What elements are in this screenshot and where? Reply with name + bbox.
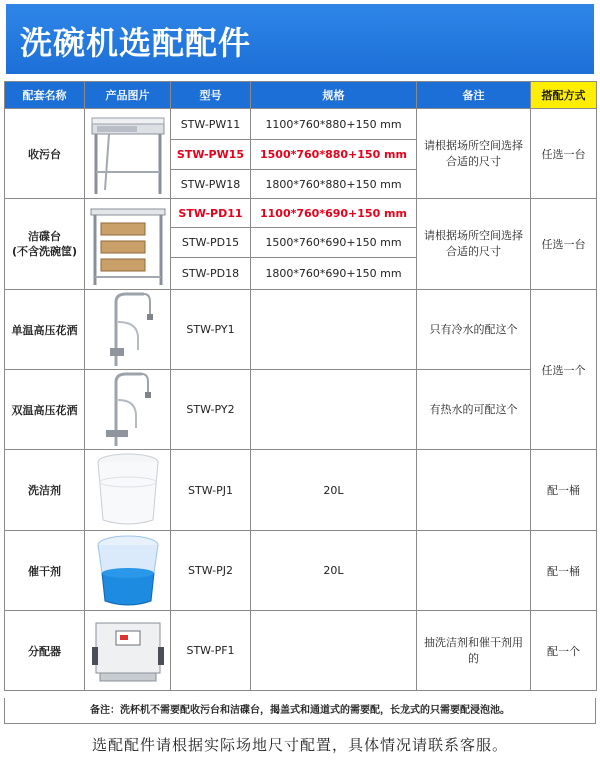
sprayer-match: 任选一个 bbox=[531, 290, 597, 450]
page-title: 洗碗机选配配件 bbox=[20, 24, 252, 62]
table-row bbox=[5, 531, 597, 611]
table-row bbox=[5, 109, 597, 140]
table-row bbox=[5, 450, 597, 531]
header-image: 产品图片 bbox=[85, 82, 171, 109]
dispenser-match: 配一个 bbox=[531, 611, 597, 691]
model-cell: STW-PD18 bbox=[171, 258, 251, 290]
detergent-note bbox=[417, 450, 531, 531]
model-cell: STW-PF1 bbox=[171, 611, 251, 691]
model-cell: STW-PW15 bbox=[171, 140, 251, 170]
sprayer-double-image bbox=[85, 370, 171, 450]
bottom-notice: 选配配件请根据实际场地尺寸配置，具体情况请联系客服。 bbox=[91, 736, 508, 754]
sink-match: 任选一台 bbox=[531, 109, 597, 199]
sprayer-single-note: 只有冷水的配这个 bbox=[417, 290, 531, 370]
spec-cell bbox=[251, 290, 417, 370]
drying-agent-image bbox=[85, 531, 171, 611]
detergent-image bbox=[85, 450, 171, 531]
rack-table-title: 洁碟台 bbox=[28, 230, 61, 243]
table-footnote: 备注：洗杯机不需要配收污台和洁碟台，揭盖式和通道式的需要配，长龙式的只需要配浸泡池。 bbox=[4, 698, 596, 724]
rack-table-subtitle: (不含洗碗筐) bbox=[11, 245, 78, 258]
model-cell: STW-PJ2 bbox=[171, 531, 251, 611]
rack-table-match: 任选一台 bbox=[531, 199, 597, 290]
header-spec: 规格 bbox=[251, 82, 417, 109]
header-model: 型号 bbox=[171, 82, 251, 109]
title-banner bbox=[6, 4, 594, 74]
spec-cell: 1500*760*690+150 mm bbox=[251, 228, 417, 258]
sprayer-single-image bbox=[85, 290, 171, 370]
sink-name: 收污台 bbox=[5, 109, 85, 199]
model-cell: STW-PW11 bbox=[171, 109, 251, 140]
header-note: 备注 bbox=[417, 82, 531, 109]
rack-table-image bbox=[85, 199, 171, 290]
dispenser-name: 分配器 bbox=[5, 611, 85, 691]
drying-agent-name: 催干剂 bbox=[5, 531, 85, 611]
dispenser-note: 抽洗洁剂和催干剂用的 bbox=[417, 611, 531, 691]
model-cell: STW-PJ1 bbox=[171, 450, 251, 531]
spec-cell: 1100*760*880+150 mm bbox=[251, 109, 417, 140]
sprayer-single-name: 单温高压花洒 bbox=[5, 290, 85, 370]
table-row bbox=[5, 199, 597, 228]
rack-table-name bbox=[5, 199, 85, 290]
header-match: 搭配方式 bbox=[531, 82, 597, 109]
spec-cell: 1800*760*880+150 mm bbox=[251, 170, 417, 199]
sink-note: 请根据场所空间选择合适的尺寸 bbox=[417, 109, 531, 199]
model-cell: STW-PD11 bbox=[171, 199, 251, 228]
table-row bbox=[5, 370, 597, 450]
spec-cell: 20L bbox=[251, 531, 417, 611]
spec-cell: 1800*760*690+150 mm bbox=[251, 258, 417, 290]
spec-cell: 1500*760*880+150 mm bbox=[251, 140, 417, 170]
model-cell: STW-PD15 bbox=[171, 228, 251, 258]
table-row bbox=[5, 290, 597, 370]
header-name: 配套名称 bbox=[5, 82, 85, 109]
detergent-match: 配一桶 bbox=[531, 450, 597, 531]
spec-cell: 20L bbox=[251, 450, 417, 531]
table-header-row bbox=[5, 82, 597, 109]
rack-table-note: 请根据场所空间选择合适的尺寸 bbox=[417, 199, 531, 290]
sink-image bbox=[85, 109, 171, 199]
detergent-name: 洗洁剂 bbox=[5, 450, 85, 531]
sprayer-double-note: 有热水的可配这个 bbox=[417, 370, 531, 450]
spec-cell: 1100*760*690+150 mm bbox=[251, 199, 417, 228]
drying-agent-note bbox=[417, 531, 531, 611]
table-row bbox=[5, 611, 597, 691]
model-cell: STW-PW18 bbox=[171, 170, 251, 199]
model-cell: STW-PY1 bbox=[171, 290, 251, 370]
drying-agent-match: 配一桶 bbox=[531, 531, 597, 611]
model-cell: STW-PY2 bbox=[171, 370, 251, 450]
sprayer-double-name: 双温高压花洒 bbox=[5, 370, 85, 450]
dispenser-image bbox=[85, 611, 171, 691]
spec-cell bbox=[251, 611, 417, 691]
accessories-table bbox=[4, 81, 597, 691]
spec-cell bbox=[251, 370, 417, 450]
